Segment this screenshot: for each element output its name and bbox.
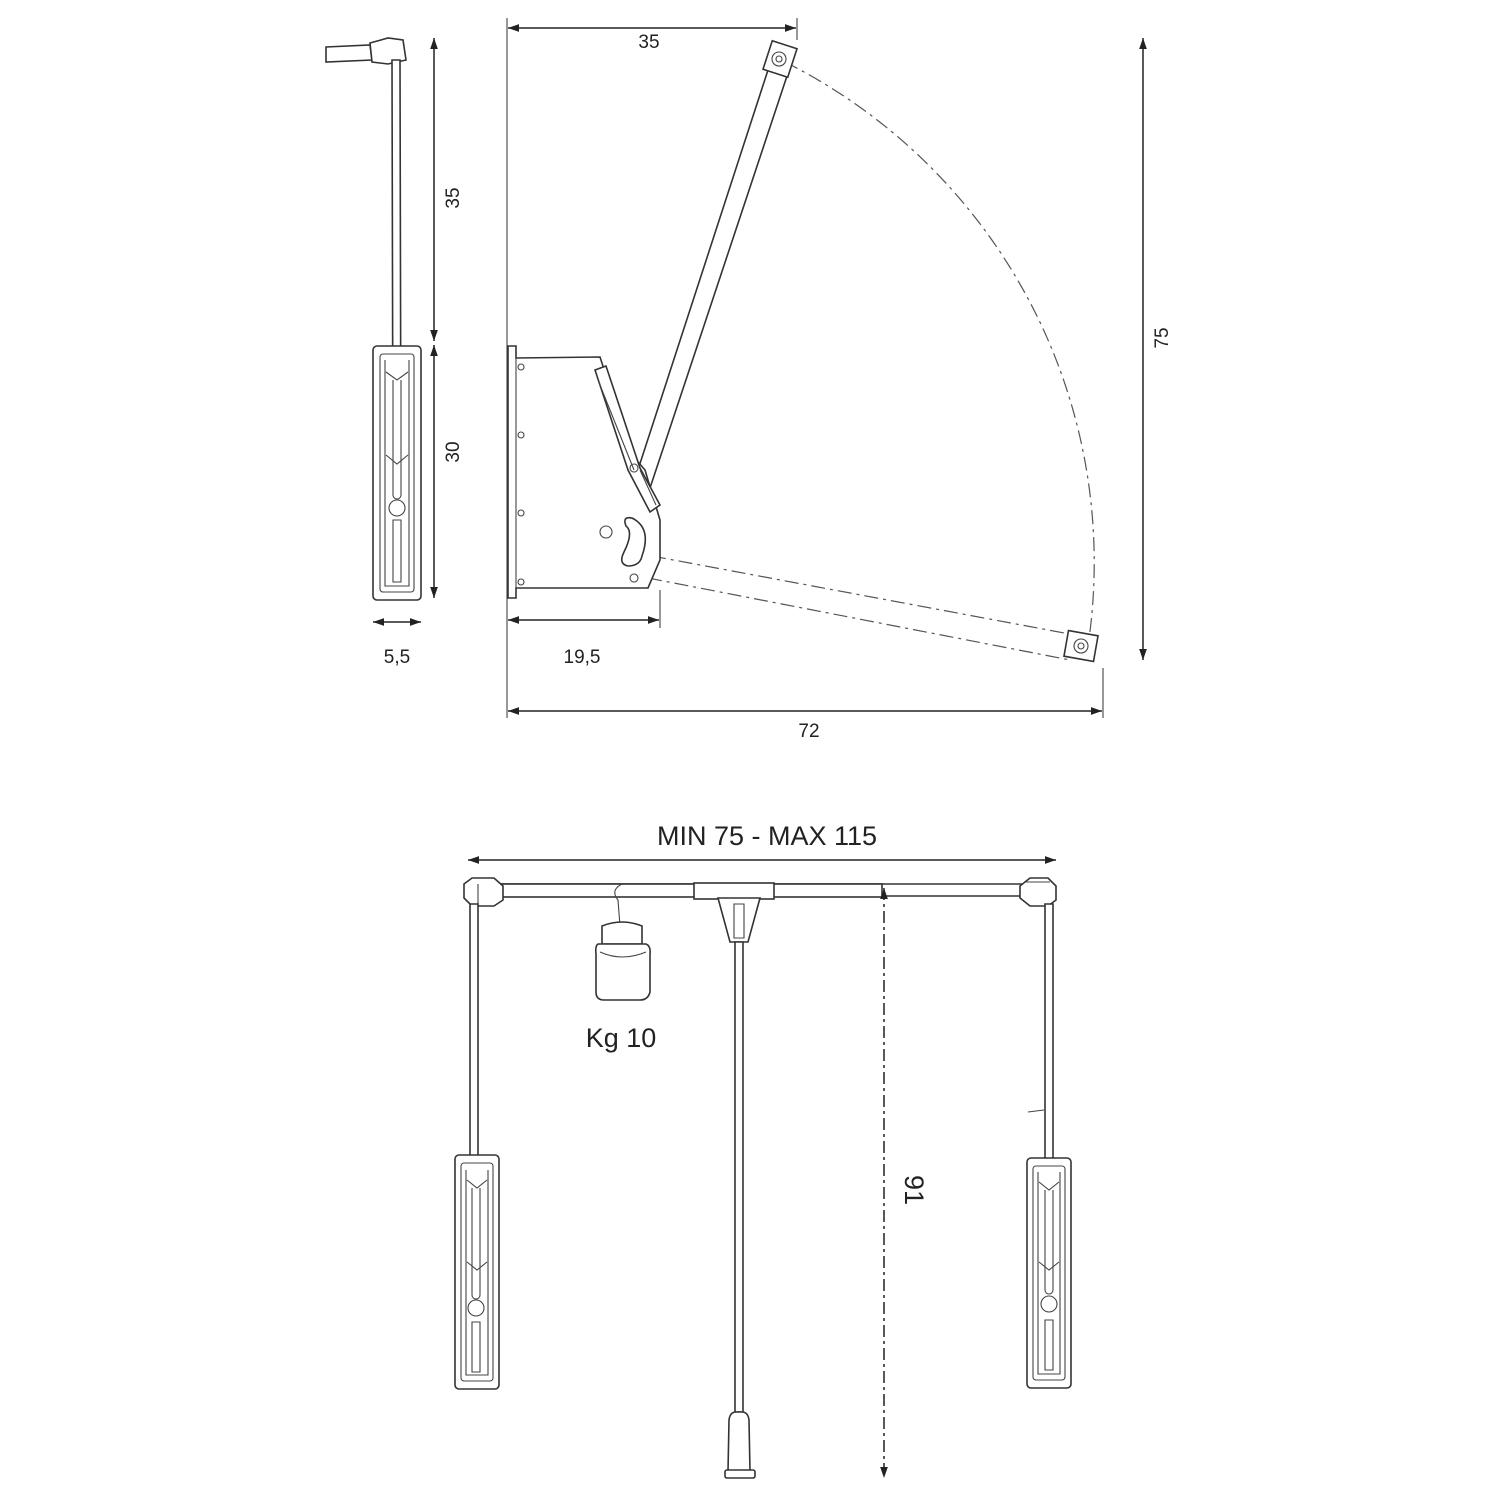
front-left-end-cap <box>464 878 503 906</box>
profile-dim-total-width: 72 <box>798 721 820 742</box>
side-view-handle <box>326 45 372 62</box>
front-left-bracket <box>455 1155 499 1389</box>
front-right-bracket <box>1027 1158 1071 1388</box>
front-center-hub <box>694 883 774 899</box>
side-view <box>326 38 464 668</box>
side-view-dim-upper-arm: 35 <box>443 187 464 209</box>
profile-view <box>507 18 1173 742</box>
front-pull-grip <box>728 1412 750 1472</box>
front-dim-height: 91 <box>899 1174 929 1206</box>
front-pull-rod <box>735 942 743 1412</box>
raised-arm <box>634 70 787 488</box>
side-view-dim-depth: 5,5 <box>383 647 411 668</box>
profile-dim-base: 19,5 <box>563 647 601 668</box>
profile-dim-vertical-travel: 75 <box>1152 327 1173 349</box>
swing-arc <box>785 62 1094 646</box>
arm-tip-lowered <box>1064 631 1098 662</box>
front-dim-width-range: MIN 75 - MAX 115 <box>656 821 878 851</box>
weight-icon <box>596 922 650 1000</box>
front-load-label: Kg 10 <box>585 1023 657 1053</box>
side-view-dim-bracket: 30 <box>443 441 464 463</box>
front-view <box>455 821 1071 1478</box>
front-center-bracket <box>718 898 760 942</box>
profile-dim-horizontal-reach: 35 <box>638 32 660 53</box>
